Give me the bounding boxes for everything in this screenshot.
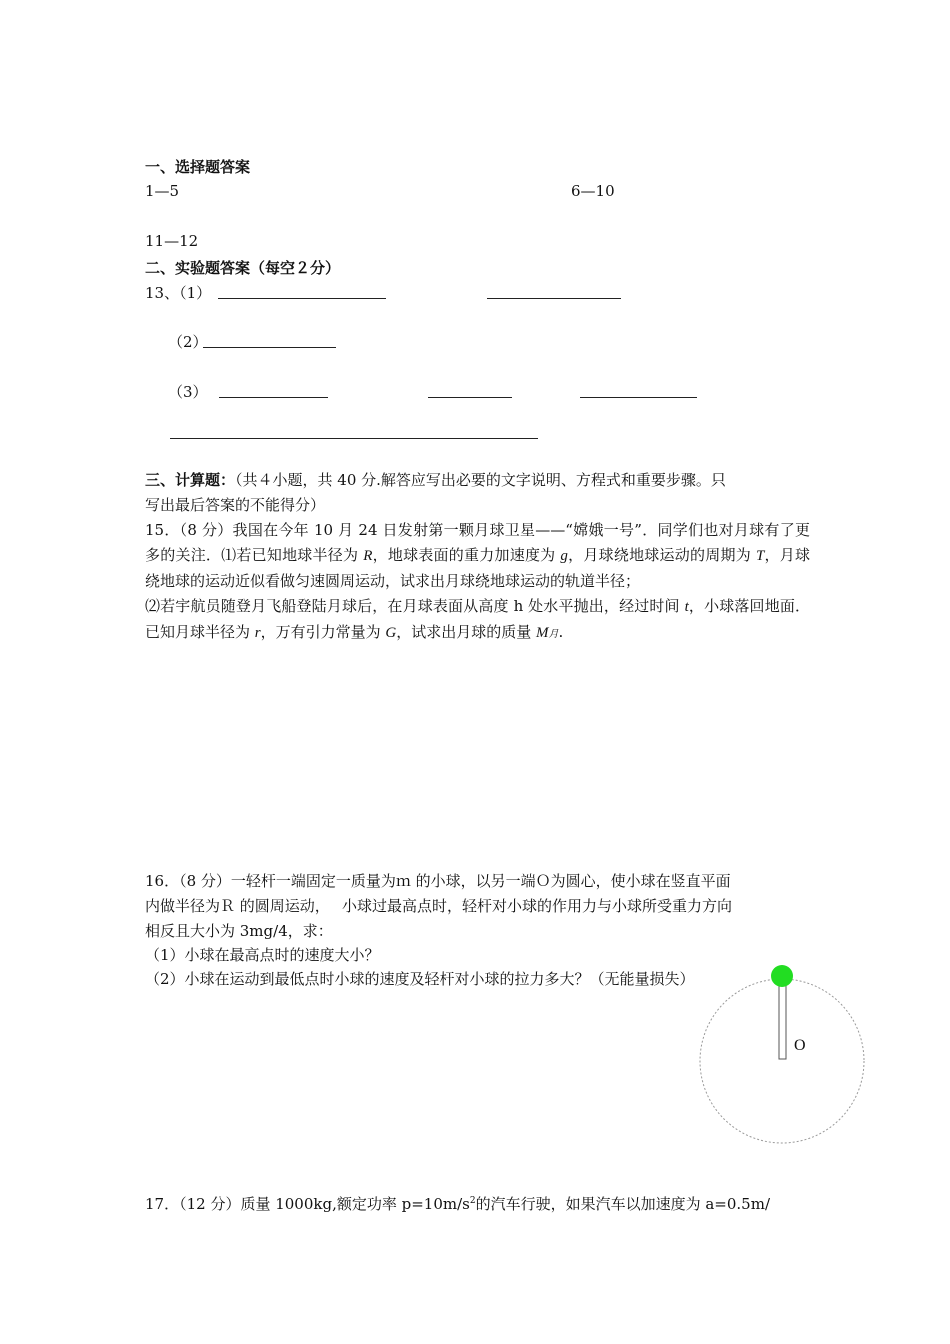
range-6-10: 6—10	[571, 182, 615, 200]
answer-blank[interactable]	[487, 298, 621, 299]
q17-line1: 17．（12 分）质量 1000kg,额定功率 $p=10m/s^2$的汽车行驶，如果汽车以加速度为 a=0.5m/	[145, 1195, 771, 1213]
range-11-12: 11—12	[145, 232, 199, 250]
answer-blank[interactable]	[219, 397, 328, 398]
answer-blank[interactable]	[203, 347, 336, 348]
q13-part2-label: （2）	[168, 333, 208, 351]
section1-title: 一、选择题答案	[145, 158, 251, 176]
circular-motion-diagram	[690, 960, 870, 1150]
q16-subquestion-2: （2）小球在运动到最低点时小球的速度及轻杆对小球的拉力多大？（无能量损失）	[145, 970, 695, 988]
q13-label: 13、（1）	[145, 284, 212, 302]
section3-title: 三、计算题：	[145, 471, 236, 489]
q16-line1: 16．（8 分）一轻杆一端固定一质量为ｍ 的小球，以另一端Ｏ为圆心，使小球在竖直平面	[145, 872, 731, 890]
section2-title: 二、实验题答案（每空２分）	[145, 259, 341, 277]
answer-blank[interactable]	[428, 397, 512, 398]
answer-blank[interactable]	[170, 438, 538, 439]
section3-intro-line1: （共４小题，共 40 分.解答应写出必要的文字说明、方程式和重要步骤。只	[235, 471, 726, 489]
answer-blank[interactable]	[218, 298, 386, 299]
ball	[771, 965, 793, 987]
q16-subquestion-1: （1）小球在最高点时的速度大小？	[145, 946, 380, 964]
answer-blank[interactable]	[580, 397, 697, 398]
range-1-5: 1—5	[145, 182, 180, 200]
light-rod	[779, 982, 786, 1059]
center-label-o: O	[794, 1037, 806, 1054]
q13-part3-label: （3）	[168, 383, 208, 401]
q16-line3: 相反且大小为 3mg/4，求：	[145, 922, 333, 940]
q16-line2: 内做半径为Ｒ 的圆周运动， 小球过最高点时，轻杆对小球的作用力与小球所受重力方向	[145, 897, 733, 915]
section3-intro	[145, 469, 726, 490]
section3-intro-line2: 写出最后答案的不能得分）	[145, 496, 326, 514]
question-15: 15．（8 分）我国在今年 10 月 24 日发射第一颗月球卫星——“嫦娥一号”．同学们也对月球有了更多的关注．⑴若已知地球半径为 R，地球表面的重力加速度为 g，月球绕地球运动的周期为 T，月球绕地球的运动近似看做匀速圆周运动，试求出月球绕地球运动的轨道半径； ⑵若宇航员随登月飞船登陆月球后，在月球表面从高度 h 处水平抛出，经过时间 t，小球落回地面．已知月球半径为 r，万有引力常量为 G，试求出月球的质量 M月.	[145, 521, 810, 641]
